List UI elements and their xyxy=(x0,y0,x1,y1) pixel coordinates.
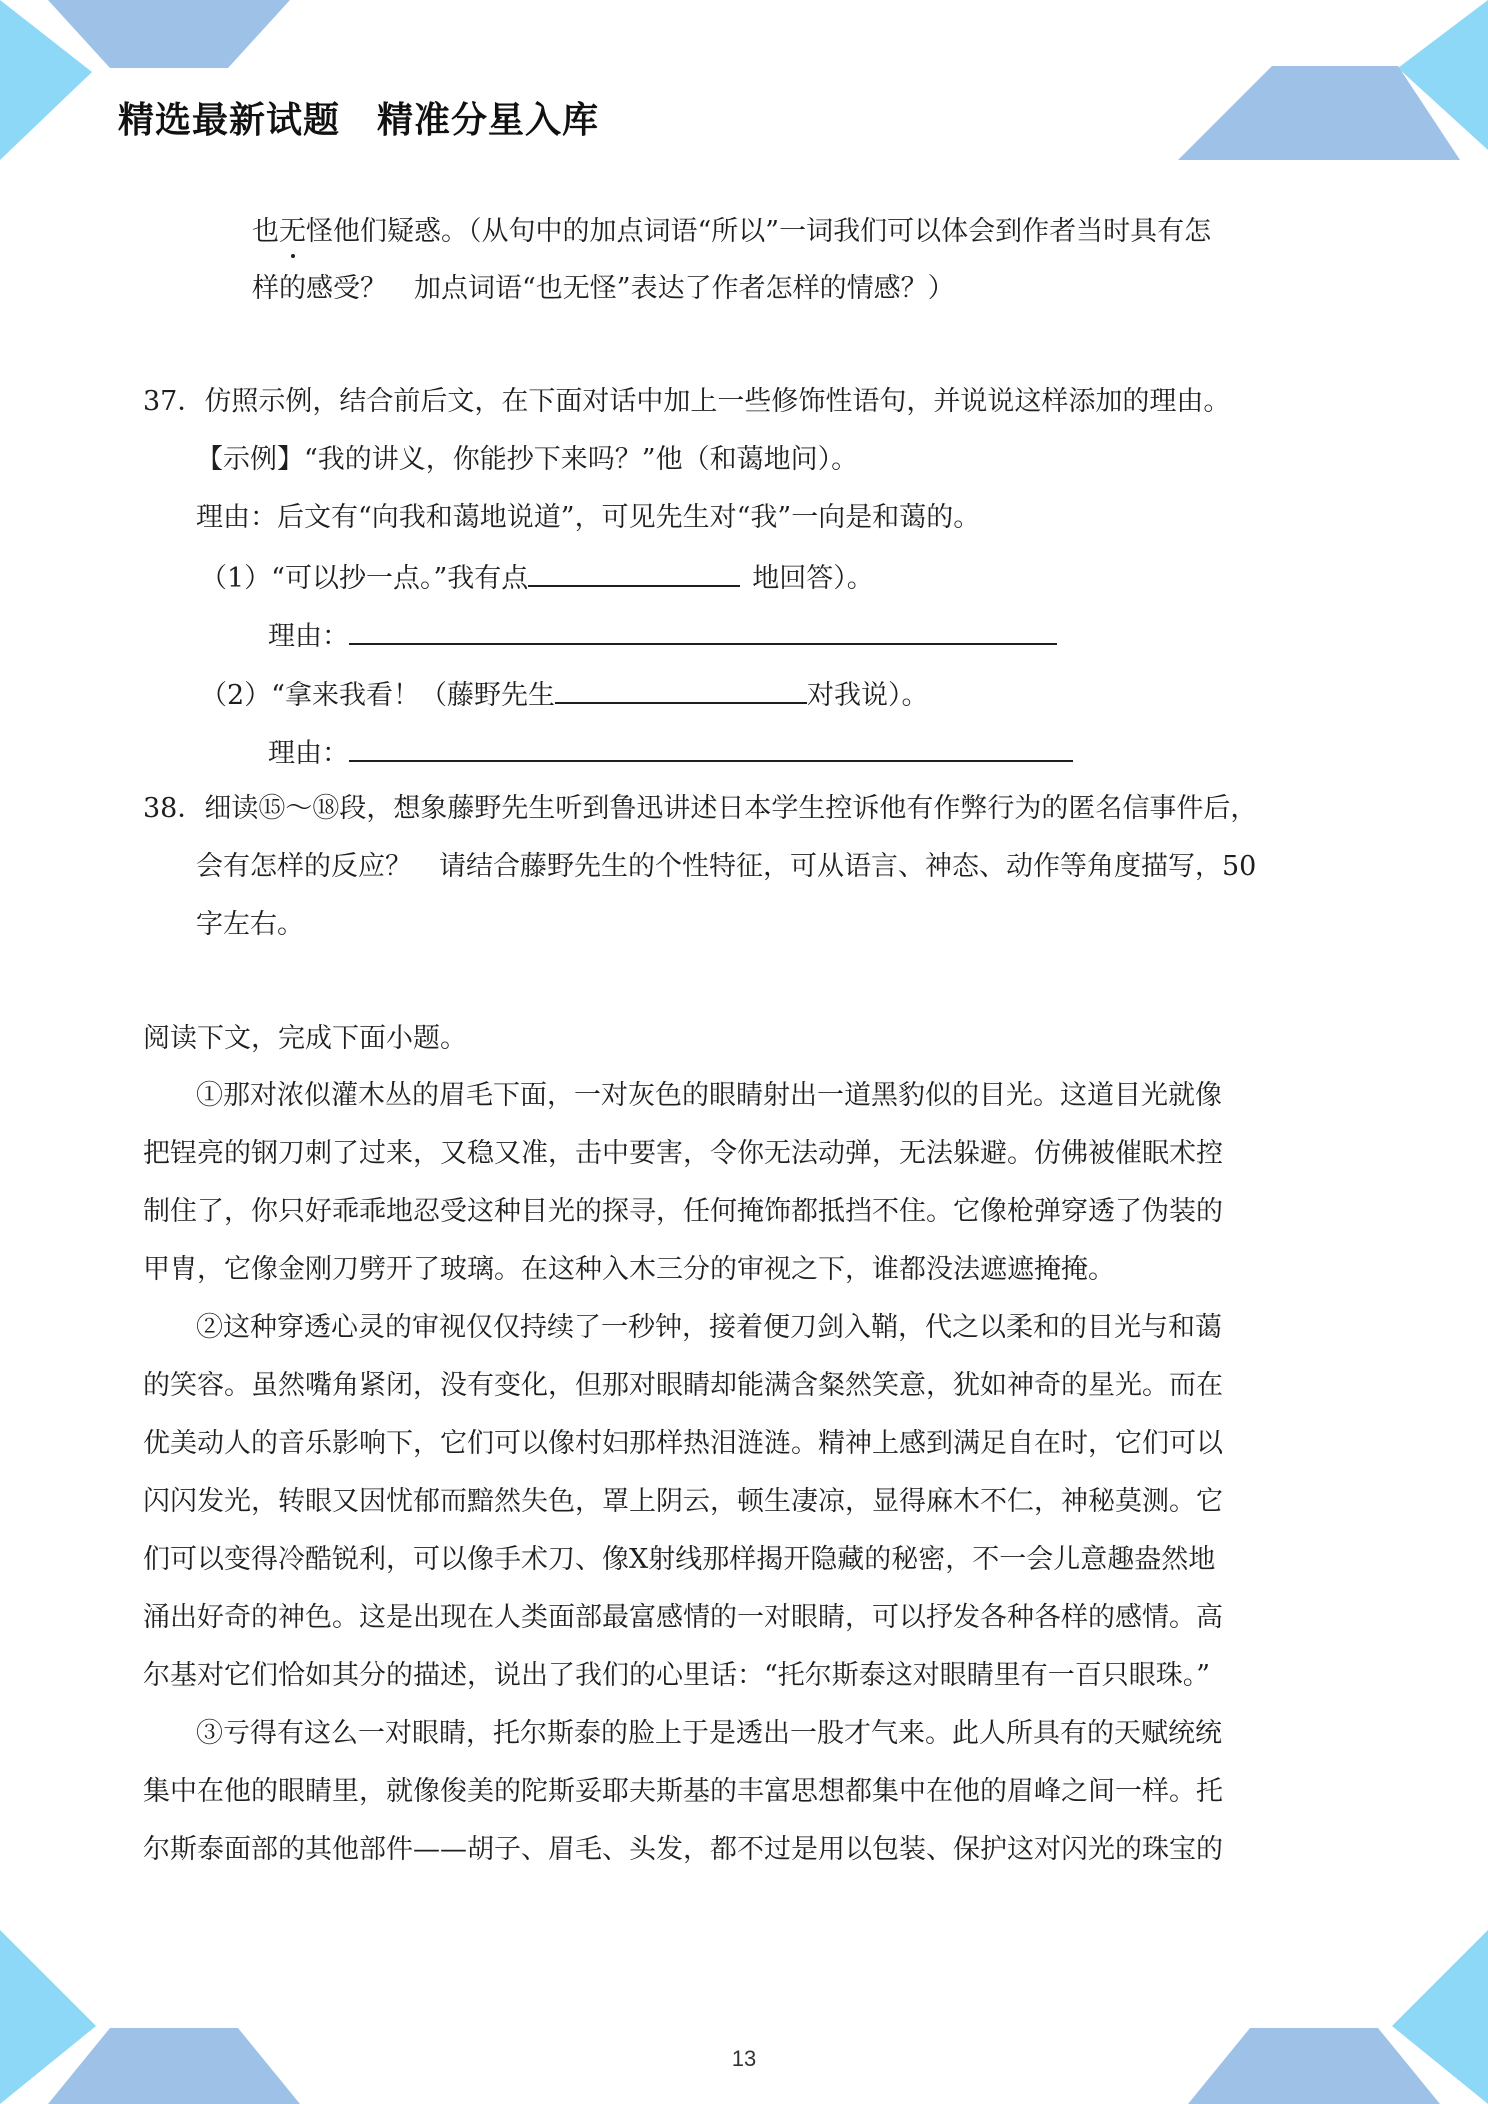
q37-item-2 xyxy=(200,674,928,715)
q37-example-reason: 理由：后文有“向我和蔼地说道”，可见先生对“我”一向是和蔼的。 xyxy=(196,502,981,533)
q37-reason-1-blank[interactable] xyxy=(349,615,1057,645)
passage-line: 尔斯泰面部的其他部件——胡子、眉毛、头发，都不过是用以包装、保护这对闪光的珠宝的 xyxy=(143,1834,1223,1865)
passage-line: 把锃亮的钢刀刺了过来，又稳又准，击中要害，令你无法动弹，无法躲避。仿佛被催眠术控 xyxy=(143,1138,1223,1169)
q37-item-2-suffix: 对我说）。 xyxy=(806,680,929,711)
q38-line-1: 38．细读⑮～⑱段，想象藤野先生听到鲁迅讲述日本学生控诉他有作弊行为的匿名信事件后， xyxy=(143,793,1258,824)
q37-item-1 xyxy=(200,557,874,598)
q37-item-1-prefix: （1）“可以抄一点。”我有点 xyxy=(200,563,529,594)
reason-label: 理由： xyxy=(268,621,349,652)
q37-item-2-blank[interactable] xyxy=(555,674,807,704)
passage-line: 甲胄，它像金刚刀劈开了玻璃。在这种入木三分的审视之下，谁都没法遮遮掩掩。 xyxy=(143,1254,1115,1285)
passage-line: ①那对浓似灌木丛的眉毛下面，一对灰色的眼睛射出一道黑豹似的目光。这道目光就像 xyxy=(196,1080,1222,1111)
passage-line: 的笑容。虽然嘴角紧闭，没有变化，但那对眼睛却能满含粲然笑意，犹如神奇的星光。而在 xyxy=(143,1370,1223,1401)
passage-line: ③亏得有这么一对眼睛，托尔斯泰的脸上于是透出一股才气来。此人所具有的天赋统统 xyxy=(196,1718,1222,1749)
continuation-line-1 xyxy=(252,213,1211,251)
top-right-decoration xyxy=(1170,0,1488,165)
q37-item-1-suffix: 地回答）。 xyxy=(752,563,874,594)
page-number: 13 xyxy=(731,2046,757,2071)
q37-item-2-prefix: （2）“拿来我看！（藤野先生 xyxy=(200,680,555,711)
bottom-right-decoration xyxy=(1168,1930,1488,2104)
passage-line: 们可以变得冷酷锐利，可以像手术刀、像X射线那样揭开隐藏的秘密，不一会儿意趣盎然地 xyxy=(143,1544,1216,1575)
passage-line: 优美动人的音乐影响下，它们可以像村妇那样热泪涟涟。精神上感到满足自在时，它们可以 xyxy=(143,1428,1223,1459)
q37-reason-1 xyxy=(268,615,1057,656)
dotted-phrase: 也无怪 xyxy=(252,213,333,251)
continuation-text: 他们疑惑。（从句中的加点词语“所以”一词我们可以体会到作者当时具有怎 xyxy=(333,216,1212,247)
reading-heading: 阅读下文，完成下面小题。 xyxy=(143,1023,467,1054)
q37-example: 【示例】“我的讲义，你能抄下来吗？”他（和蔼地问）。 xyxy=(196,444,859,475)
passage-line: 制住了，你只好乖乖地忍受这种目光的探寻，任何掩饰都抵挡不住。它像枪弹穿透了伪装的 xyxy=(143,1196,1223,1227)
continuation-line-2: 样的感受？ 加点词语“也无怪”表达了作者怎样的情感？） xyxy=(252,273,955,304)
q37-item-1-blank[interactable] xyxy=(528,557,740,587)
q38-line-3: 字左右。 xyxy=(196,909,304,940)
passage-line: 闪闪发光，转眼又因忧郁而黯然失色，罩上阴云，顿生凄凉，显得麻木不仁，神秘莫测。它 xyxy=(143,1486,1223,1517)
passage-line: 涌出好奇的神色。这是出现在人类面部最富感情的一对眼睛，可以抒发各种各样的感情。高 xyxy=(143,1602,1223,1633)
passage-line: 尔基对它们恰如其分的描述，说出了我们的心里话：“托尔斯泰这对眼睛里有一百只眼珠。” xyxy=(143,1660,1211,1691)
q37-stem: 37．仿照示例，结合前后文，在下面对话中加上一些修饰性语句，并说说这样添加的理由。 xyxy=(143,386,1231,417)
header-title: 精选最新试题 精准分星入库 xyxy=(118,100,600,141)
passage-line: 集中在他的眼睛里，就像俊美的陀斯妥耶夫斯基的丰富思想都集中在他的眉峰之间一样。托 xyxy=(143,1776,1223,1807)
reason-label: 理由： xyxy=(268,738,349,769)
bottom-left-decoration xyxy=(0,1930,320,2104)
q37-reason-2 xyxy=(268,732,1073,773)
q37-reason-2-blank[interactable] xyxy=(349,732,1073,762)
passage-line: ②这种穿透心灵的审视仅仅持续了一秒钟，接着便刀剑入鞘，代之以柔和的目光与和蔼 xyxy=(196,1312,1222,1343)
q38-line-2: 会有怎样的反应？ 请结合藤野先生的个性特征，可从语言、神态、动作等角度描写，50 xyxy=(196,851,1257,882)
